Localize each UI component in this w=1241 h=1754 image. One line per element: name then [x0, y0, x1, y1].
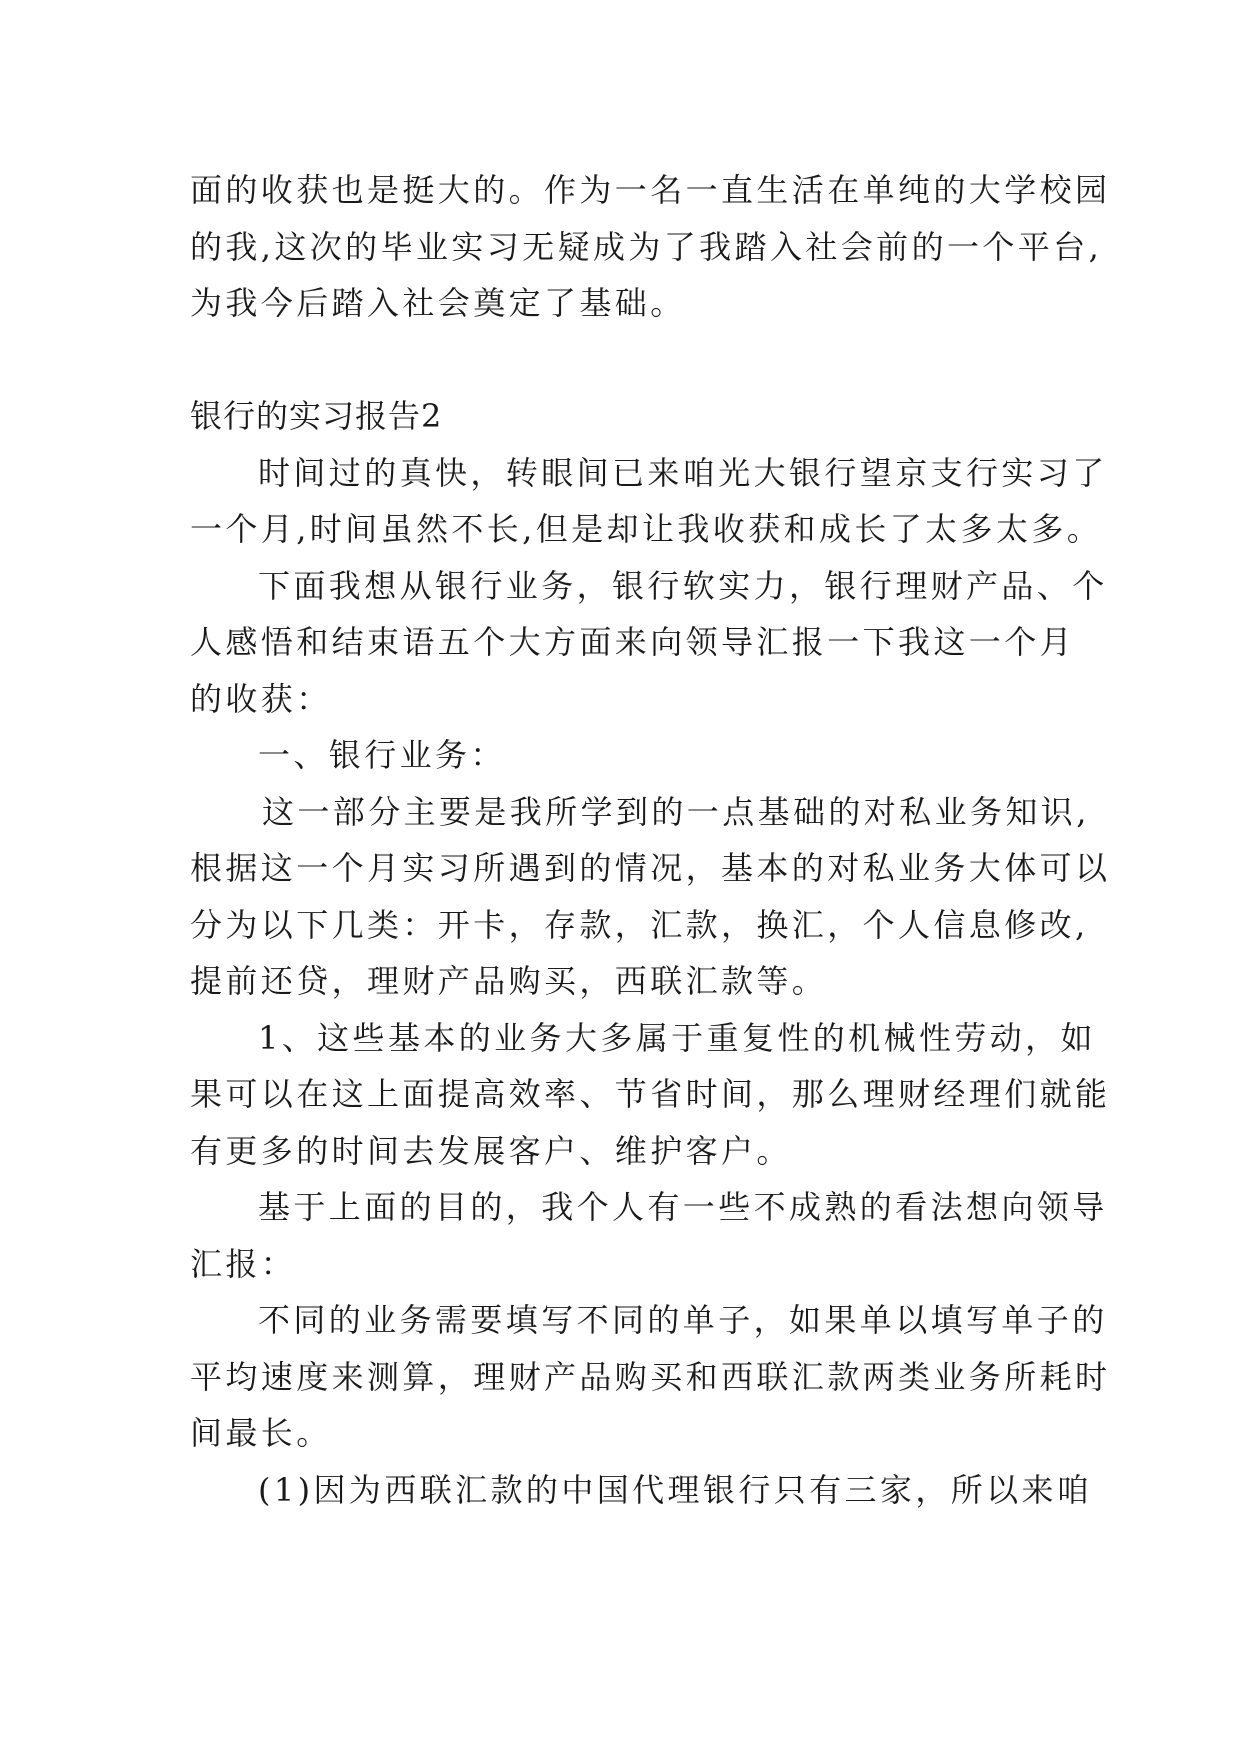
paragraph-line: 这一部分主要是我所学到的一点基础的对私业务知识,: [262, 792, 1090, 831]
paragraph-line: 根据这一个月实习所遇到的情况，基本的对私业务大体可以: [190, 849, 1111, 887]
paragraph-line: 提前还贷，理财产品购买，西联汇款等。: [190, 962, 828, 1000]
paragraph-line: 汇报：: [190, 1244, 297, 1283]
paragraph-line: 分为以下几类：开卡，存款，汇款，换汇，个人信息修改,: [190, 905, 1089, 944]
paragraph-line: 果可以在这上面提高效率、节省时间，那么理财经理们就能: [190, 1075, 1111, 1113]
paragraph-line: 的收获：: [190, 679, 332, 718]
paragraph-line: 的我,这次的毕业实习无疑成为了我踏入社会前的一个平台,: [190, 227, 1103, 266]
subsection-heading: 一、银行业务：: [258, 736, 506, 774]
paragraph-line: 有更多的时间去发展客户、维护客户。: [190, 1131, 792, 1170]
paragraph-line: 1、这些基本的业务大多属于重复性的机械性劳动，如: [258, 1018, 1096, 1057]
paragraph-line: 基于上面的目的，我个人有一些不成熟的看法想向领导: [258, 1188, 1108, 1226]
paragraph-line: 为我今后踏入社会奠定了基础。: [190, 284, 686, 322]
paragraph-line: 平均速度来测算，理财产品购买和西联汇款两类业务所耗时: [190, 1357, 1111, 1396]
paragraph-line: 时间过的真快，转眼间已来咱光大银行望京支行实习了: [258, 453, 1108, 492]
paragraph-line: 下面我想从银行业务，银行软实力，银行理财产品、个: [258, 566, 1108, 605]
blank-line: [190, 332, 1070, 389]
paragraph-line: 人感悟和结束语五个大方面来向领导汇报一下我这一个月: [190, 623, 1076, 661]
section-heading: 银行的实习报告2: [190, 397, 443, 435]
paragraph-line: 不同的业务需要填写不同的单子，如果单以填写单子的: [258, 1301, 1108, 1339]
paragraph-line: 一个月,时间虽然不长,但是却让我收获和成长了太多太多。: [190, 510, 1103, 548]
paragraph-line: 面的收获也是挺大的。作为一名一直生活在单纯的大学校园: [190, 171, 1111, 209]
document-body: [190, 162, 1111, 1518]
paragraph-line: (1)因为西联汇款的中国代理银行只有三家，所以来咱: [258, 1470, 1093, 1509]
paragraph-line: 间最长。: [190, 1414, 332, 1452]
